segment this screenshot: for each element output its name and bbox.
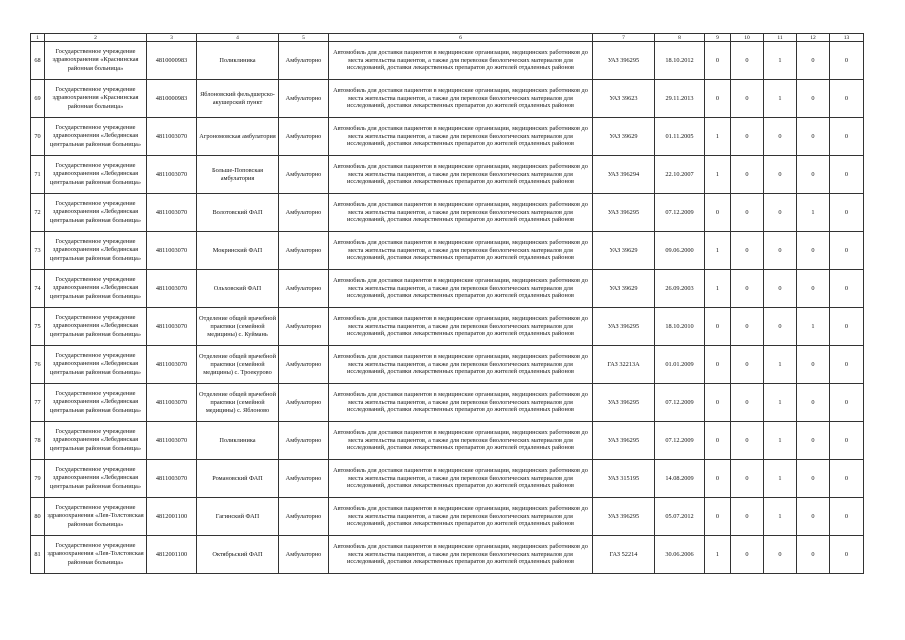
commission-date-cell: 18.10.2010 [655, 308, 705, 346]
care-type-cell: Амбулаторно [279, 194, 329, 232]
table-row [31, 384, 864, 422]
organization-cell: Государственное учреждение здравоохранения «Лев-Толстовская районная больница» [45, 498, 147, 536]
commission-date-cell: 30.06.2006 [655, 536, 705, 574]
care-type-cell: Амбулаторно [279, 308, 329, 346]
count-cell: 0 [830, 498, 864, 536]
care-type-cell: Амбулаторно [279, 498, 329, 536]
organization-cell: Государственное учреждение здравоохранения «Краснинская районная больница» [45, 42, 147, 80]
purpose-cell: Автомобиль для доставки пациентов в медицинские организации, медицинских работников до места жительства пациентов, а также для перевозки биологических материалов для исследований, доставки лекарственных препаратов до жителей отдаленных районов [329, 308, 593, 346]
count-cell: 0 [731, 194, 764, 232]
count-cell: 0 [830, 384, 864, 422]
commission-date-cell: 01.11.2005 [655, 118, 705, 156]
purpose-cell: Автомобиль для доставки пациентов в медицинские организации, медицинских работников до места жительства пациентов, а также для перевозки биологических материалов для исследований, доставки лекарственных препаратов до жителей отдаленных районов [329, 498, 593, 536]
count-cell: 0 [731, 536, 764, 574]
count-cell: 0 [830, 460, 864, 498]
count-cell: 0 [797, 80, 830, 118]
count-cell: 1 [797, 308, 830, 346]
commission-date-cell: 29.11.2013 [655, 80, 705, 118]
inn-cell: 4811003070 [147, 460, 197, 498]
inn-cell: 4811003070 [147, 422, 197, 460]
unit-cell: Поликлиника [197, 42, 279, 80]
count-cell: 0 [830, 80, 864, 118]
row-number: 78 [31, 422, 45, 460]
column-number: 1 [31, 34, 45, 42]
count-cell: 0 [830, 270, 864, 308]
count-cell: 0 [764, 118, 797, 156]
table-row [31, 270, 864, 308]
unit-cell: Ольховский ФАП [197, 270, 279, 308]
table-row [31, 498, 864, 536]
unit-cell: Мокринский ФАП [197, 232, 279, 270]
count-cell: 0 [731, 308, 764, 346]
count-cell: 0 [764, 308, 797, 346]
row-number: 72 [31, 194, 45, 232]
count-cell: 0 [731, 80, 764, 118]
purpose-cell: Автомобиль для доставки пациентов в медицинские организации, медицинских работников до места жительства пациентов, а также для перевозки биологических материалов для исследований, доставки лекарственных препаратов до жителей отдаленных районов [329, 536, 593, 574]
care-type-cell: Амбулаторно [279, 460, 329, 498]
row-number: 75 [31, 308, 45, 346]
inn-cell: 4810000983 [147, 80, 197, 118]
vehicle-model-cell: ГАЗ 52214 [593, 536, 655, 574]
purpose-cell: Автомобиль для доставки пациентов в медицинские организации, медицинских работников до места жительства пациентов, а также для перевозки биологических материалов для исследований, доставки лекарственных препаратов до жителей отдаленных районов [329, 118, 593, 156]
count-cell: 0 [705, 308, 731, 346]
vehicle-model-cell: УАЗ 39623 [593, 80, 655, 118]
count-cell: 0 [797, 384, 830, 422]
row-number: 77 [31, 384, 45, 422]
care-type-cell: Амбулаторно [279, 422, 329, 460]
column-number-row [31, 34, 864, 42]
inn-cell: 4811003070 [147, 156, 197, 194]
row-number: 76 [31, 346, 45, 384]
count-cell: 1 [705, 536, 731, 574]
unit-cell: Романовский ФАП [197, 460, 279, 498]
count-cell: 1 [764, 498, 797, 536]
table-row [31, 118, 864, 156]
vehicle-register-sheet [30, 33, 863, 574]
organization-cell: Государственное учреждение здравоохранения «Лебедянская центральная районная больница» [45, 156, 147, 194]
row-number: 69 [31, 80, 45, 118]
care-type-cell: Амбулаторно [279, 156, 329, 194]
count-cell: 0 [830, 232, 864, 270]
count-cell: 0 [830, 422, 864, 460]
unit-cell: Отделение общей врачебной практики (семейной медицины) с. Троекурово [197, 346, 279, 384]
table-row [31, 422, 864, 460]
purpose-cell: Автомобиль для доставки пациентов в медицинские организации, медицинских работников до места жительства пациентов, а также для перевозки биологических материалов для исследований, доставки лекарственных препаратов до жителей отдаленных районов [329, 422, 593, 460]
column-number: 12 [797, 34, 830, 42]
table-row [31, 42, 864, 80]
count-cell: 0 [731, 118, 764, 156]
column-number: 6 [329, 34, 593, 42]
count-cell: 0 [705, 422, 731, 460]
count-cell: 0 [731, 42, 764, 80]
inn-cell: 4811003070 [147, 118, 197, 156]
unit-cell: Октябрьский ФАП [197, 536, 279, 574]
commission-date-cell: 22.10.2007 [655, 156, 705, 194]
commission-date-cell: 09.06.2000 [655, 232, 705, 270]
count-cell: 0 [797, 460, 830, 498]
unit-cell: Больше-Поповская амбулатория [197, 156, 279, 194]
count-cell: 1 [764, 422, 797, 460]
commission-date-cell: 07.12.2009 [655, 422, 705, 460]
count-cell: 0 [731, 422, 764, 460]
care-type-cell: Амбулаторно [279, 536, 329, 574]
column-number: 13 [830, 34, 864, 42]
column-number: 10 [731, 34, 764, 42]
count-cell: 0 [731, 498, 764, 536]
unit-cell: Гагинский ФАП [197, 498, 279, 536]
purpose-cell: Автомобиль для доставки пациентов в медицинские организации, медицинских работников до места жительства пациентов, а также для перевозки биологических материалов для исследований, доставки лекарственных препаратов до жителей отдаленных районов [329, 194, 593, 232]
inn-cell: 4812001100 [147, 498, 197, 536]
commission-date-cell: 26.09.2003 [655, 270, 705, 308]
row-number: 71 [31, 156, 45, 194]
inn-cell: 4811003070 [147, 384, 197, 422]
vehicle-model-cell: УАЗ 39629 [593, 270, 655, 308]
table-row [31, 232, 864, 270]
count-cell: 0 [764, 536, 797, 574]
organization-cell: Государственное учреждение здравоохранения «Лебедянская центральная районная больница» [45, 460, 147, 498]
vehicle-register-table [30, 33, 864, 574]
commission-date-cell: 18.10.2012 [655, 42, 705, 80]
inn-cell: 4811003070 [147, 308, 197, 346]
unit-cell: Яблоновский фельдшерско-акушерский пункт [197, 80, 279, 118]
vehicle-model-cell: УАЗ 396294 [593, 156, 655, 194]
count-cell: 1 [705, 270, 731, 308]
table-row [31, 194, 864, 232]
care-type-cell: Амбулаторно [279, 118, 329, 156]
care-type-cell: Амбулаторно [279, 232, 329, 270]
row-number: 73 [31, 232, 45, 270]
count-cell: 0 [830, 42, 864, 80]
row-number: 68 [31, 42, 45, 80]
inn-cell: 4811003070 [147, 270, 197, 308]
organization-cell: Государственное учреждение здравоохранения «Краснинская районная больница» [45, 80, 147, 118]
row-number: 74 [31, 270, 45, 308]
count-cell: 0 [731, 232, 764, 270]
care-type-cell: Амбулаторно [279, 346, 329, 384]
count-cell: 0 [705, 460, 731, 498]
organization-cell: Государственное учреждение здравоохранения «Лебедянская центральная районная больница» [45, 346, 147, 384]
vehicle-model-cell: УАЗ 396295 [593, 422, 655, 460]
row-number: 80 [31, 498, 45, 536]
count-cell: 0 [731, 460, 764, 498]
column-number: 9 [705, 34, 731, 42]
count-cell: 0 [830, 156, 864, 194]
care-type-cell: Амбулаторно [279, 42, 329, 80]
column-number: 2 [45, 34, 147, 42]
purpose-cell: Автомобиль для доставки пациентов в медицинские организации, медицинских работников до места жительства пациентов, а также для перевозки биологических материалов для исследований, доставки лекарственных препаратов до жителей отдаленных районов [329, 42, 593, 80]
count-cell: 1 [705, 232, 731, 270]
count-cell: 1 [705, 156, 731, 194]
count-cell: 0 [764, 232, 797, 270]
organization-cell: Государственное учреждение здравоохранения «Лебедянская центральная районная больница» [45, 270, 147, 308]
count-cell: 1 [764, 42, 797, 80]
table-row [31, 80, 864, 118]
count-cell: 0 [705, 498, 731, 536]
organization-cell: Государственное учреждение здравоохранения «Лев-Толстовская районная больница» [45, 536, 147, 574]
unit-cell: Отделение общей врачебной практики (семейной медицины) с. Яблоново [197, 384, 279, 422]
count-cell: 0 [797, 232, 830, 270]
count-cell: 0 [705, 384, 731, 422]
purpose-cell: Автомобиль для доставки пациентов в медицинские организации, медицинских работников до места жительства пациентов, а также для перевозки биологических материалов для исследований, доставки лекарственных препаратов до жителей отдаленных районов [329, 80, 593, 118]
unit-cell: Поликлиника [197, 422, 279, 460]
count-cell: 0 [731, 346, 764, 384]
count-cell: 1 [705, 118, 731, 156]
commission-date-cell: 05.07.2012 [655, 498, 705, 536]
count-cell: 0 [830, 308, 864, 346]
column-number: 4 [197, 34, 279, 42]
count-cell: 0 [705, 42, 731, 80]
table-row [31, 308, 864, 346]
commission-date-cell: 07.12.2009 [655, 384, 705, 422]
purpose-cell: Автомобиль для доставки пациентов в медицинские организации, медицинских работников до места жительства пациентов, а также для перевозки биологических материалов для исследований, доставки лекарственных препаратов до жителей отдаленных районов [329, 384, 593, 422]
row-number: 81 [31, 536, 45, 574]
count-cell: 0 [797, 536, 830, 574]
inn-cell: 4811003070 [147, 232, 197, 270]
table-body [31, 34, 864, 574]
row-number: 70 [31, 118, 45, 156]
organization-cell: Государственное учреждение здравоохранения «Лебедянская центральная районная больница» [45, 384, 147, 422]
care-type-cell: Амбулаторно [279, 270, 329, 308]
count-cell: 1 [764, 460, 797, 498]
purpose-cell: Автомобиль для доставки пациентов в медицинские организации, медицинских работников до места жительства пациентов, а также для перевозки биологических материалов для исследований, доставки лекарственных препаратов до жителей отдаленных районов [329, 270, 593, 308]
commission-date-cell: 01.01.2009 [655, 346, 705, 384]
organization-cell: Государственное учреждение здравоохранения «Лебедянская центральная районная больница» [45, 118, 147, 156]
vehicle-model-cell: УАЗ 39629 [593, 118, 655, 156]
unit-cell: Волотовский ФАП [197, 194, 279, 232]
count-cell: 0 [797, 422, 830, 460]
count-cell: 0 [764, 270, 797, 308]
count-cell: 0 [797, 346, 830, 384]
count-cell: 0 [830, 346, 864, 384]
vehicle-model-cell: УАЗ 396295 [593, 42, 655, 80]
count-cell: 0 [705, 346, 731, 384]
inn-cell: 4811003070 [147, 346, 197, 384]
column-number: 7 [593, 34, 655, 42]
count-cell: 0 [830, 194, 864, 232]
commission-date-cell: 07.12.2009 [655, 194, 705, 232]
count-cell: 0 [764, 156, 797, 194]
commission-date-cell: 14.08.2009 [655, 460, 705, 498]
table-row [31, 460, 864, 498]
count-cell: 0 [731, 384, 764, 422]
care-type-cell: Амбулаторно [279, 384, 329, 422]
count-cell: 1 [764, 384, 797, 422]
inn-cell: 4811003070 [147, 194, 197, 232]
inn-cell: 4810000983 [147, 42, 197, 80]
vehicle-model-cell: УАЗ 396295 [593, 308, 655, 346]
table-row [31, 536, 864, 574]
purpose-cell: Автомобиль для доставки пациентов в медицинские организации, медицинских работников до места жительства пациентов, а также для перевозки биологических материалов для исследований, доставки лекарственных препаратов до жителей отдаленных районов [329, 156, 593, 194]
vehicle-model-cell: ГАЗ 32213А [593, 346, 655, 384]
count-cell: 0 [830, 536, 864, 574]
count-cell: 0 [797, 118, 830, 156]
count-cell: 0 [705, 194, 731, 232]
count-cell: 0 [705, 80, 731, 118]
organization-cell: Государственное учреждение здравоохранения «Лебедянская центральная районная больница» [45, 194, 147, 232]
column-number: 8 [655, 34, 705, 42]
purpose-cell: Автомобиль для доставки пациентов в медицинские организации, медицинских работников до места жительства пациентов, а также для перевозки биологических материалов для исследований, доставки лекарственных препаратов до жителей отдаленных районов [329, 460, 593, 498]
row-number: 79 [31, 460, 45, 498]
count-cell: 1 [764, 346, 797, 384]
organization-cell: Государственное учреждение здравоохранения «Лебедянская центральная районная больница» [45, 232, 147, 270]
purpose-cell: Автомобиль для доставки пациентов в медицинские организации, медицинских работников до места жительства пациентов, а также для перевозки биологических материалов для исследований, доставки лекарственных препаратов до жителей отдаленных районов [329, 232, 593, 270]
inn-cell: 4812001100 [147, 536, 197, 574]
count-cell: 0 [764, 194, 797, 232]
count-cell: 0 [797, 42, 830, 80]
count-cell: 0 [797, 498, 830, 536]
unit-cell: Агрономовская амбулатория [197, 118, 279, 156]
table-row [31, 346, 864, 384]
count-cell: 0 [731, 156, 764, 194]
count-cell: 1 [797, 194, 830, 232]
unit-cell: Отделение общей врачебной практики (семейной медицины) с. Куймань [197, 308, 279, 346]
count-cell: 0 [731, 270, 764, 308]
count-cell: 0 [797, 270, 830, 308]
column-number: 11 [764, 34, 797, 42]
count-cell: 0 [830, 118, 864, 156]
count-cell: 1 [764, 80, 797, 118]
organization-cell: Государственное учреждение здравоохранения «Лебедянская центральная районная больница» [45, 422, 147, 460]
vehicle-model-cell: УАЗ 396295 [593, 498, 655, 536]
vehicle-model-cell: УАЗ 396295 [593, 384, 655, 422]
table-row [31, 156, 864, 194]
organization-cell: Государственное учреждение здравоохранения «Лебедянская центральная районная больница» [45, 308, 147, 346]
vehicle-model-cell: УАЗ 39629 [593, 232, 655, 270]
column-number: 3 [147, 34, 197, 42]
vehicle-model-cell: УАЗ 396295 [593, 194, 655, 232]
column-number: 5 [279, 34, 329, 42]
care-type-cell: Амбулаторно [279, 80, 329, 118]
vehicle-model-cell: УАЗ 315195 [593, 460, 655, 498]
purpose-cell: Автомобиль для доставки пациентов в медицинские организации, медицинских работников до места жительства пациентов, а также для перевозки биологических материалов для исследований, доставки лекарственных препаратов до жителей отдаленных районов [329, 346, 593, 384]
count-cell: 0 [797, 156, 830, 194]
